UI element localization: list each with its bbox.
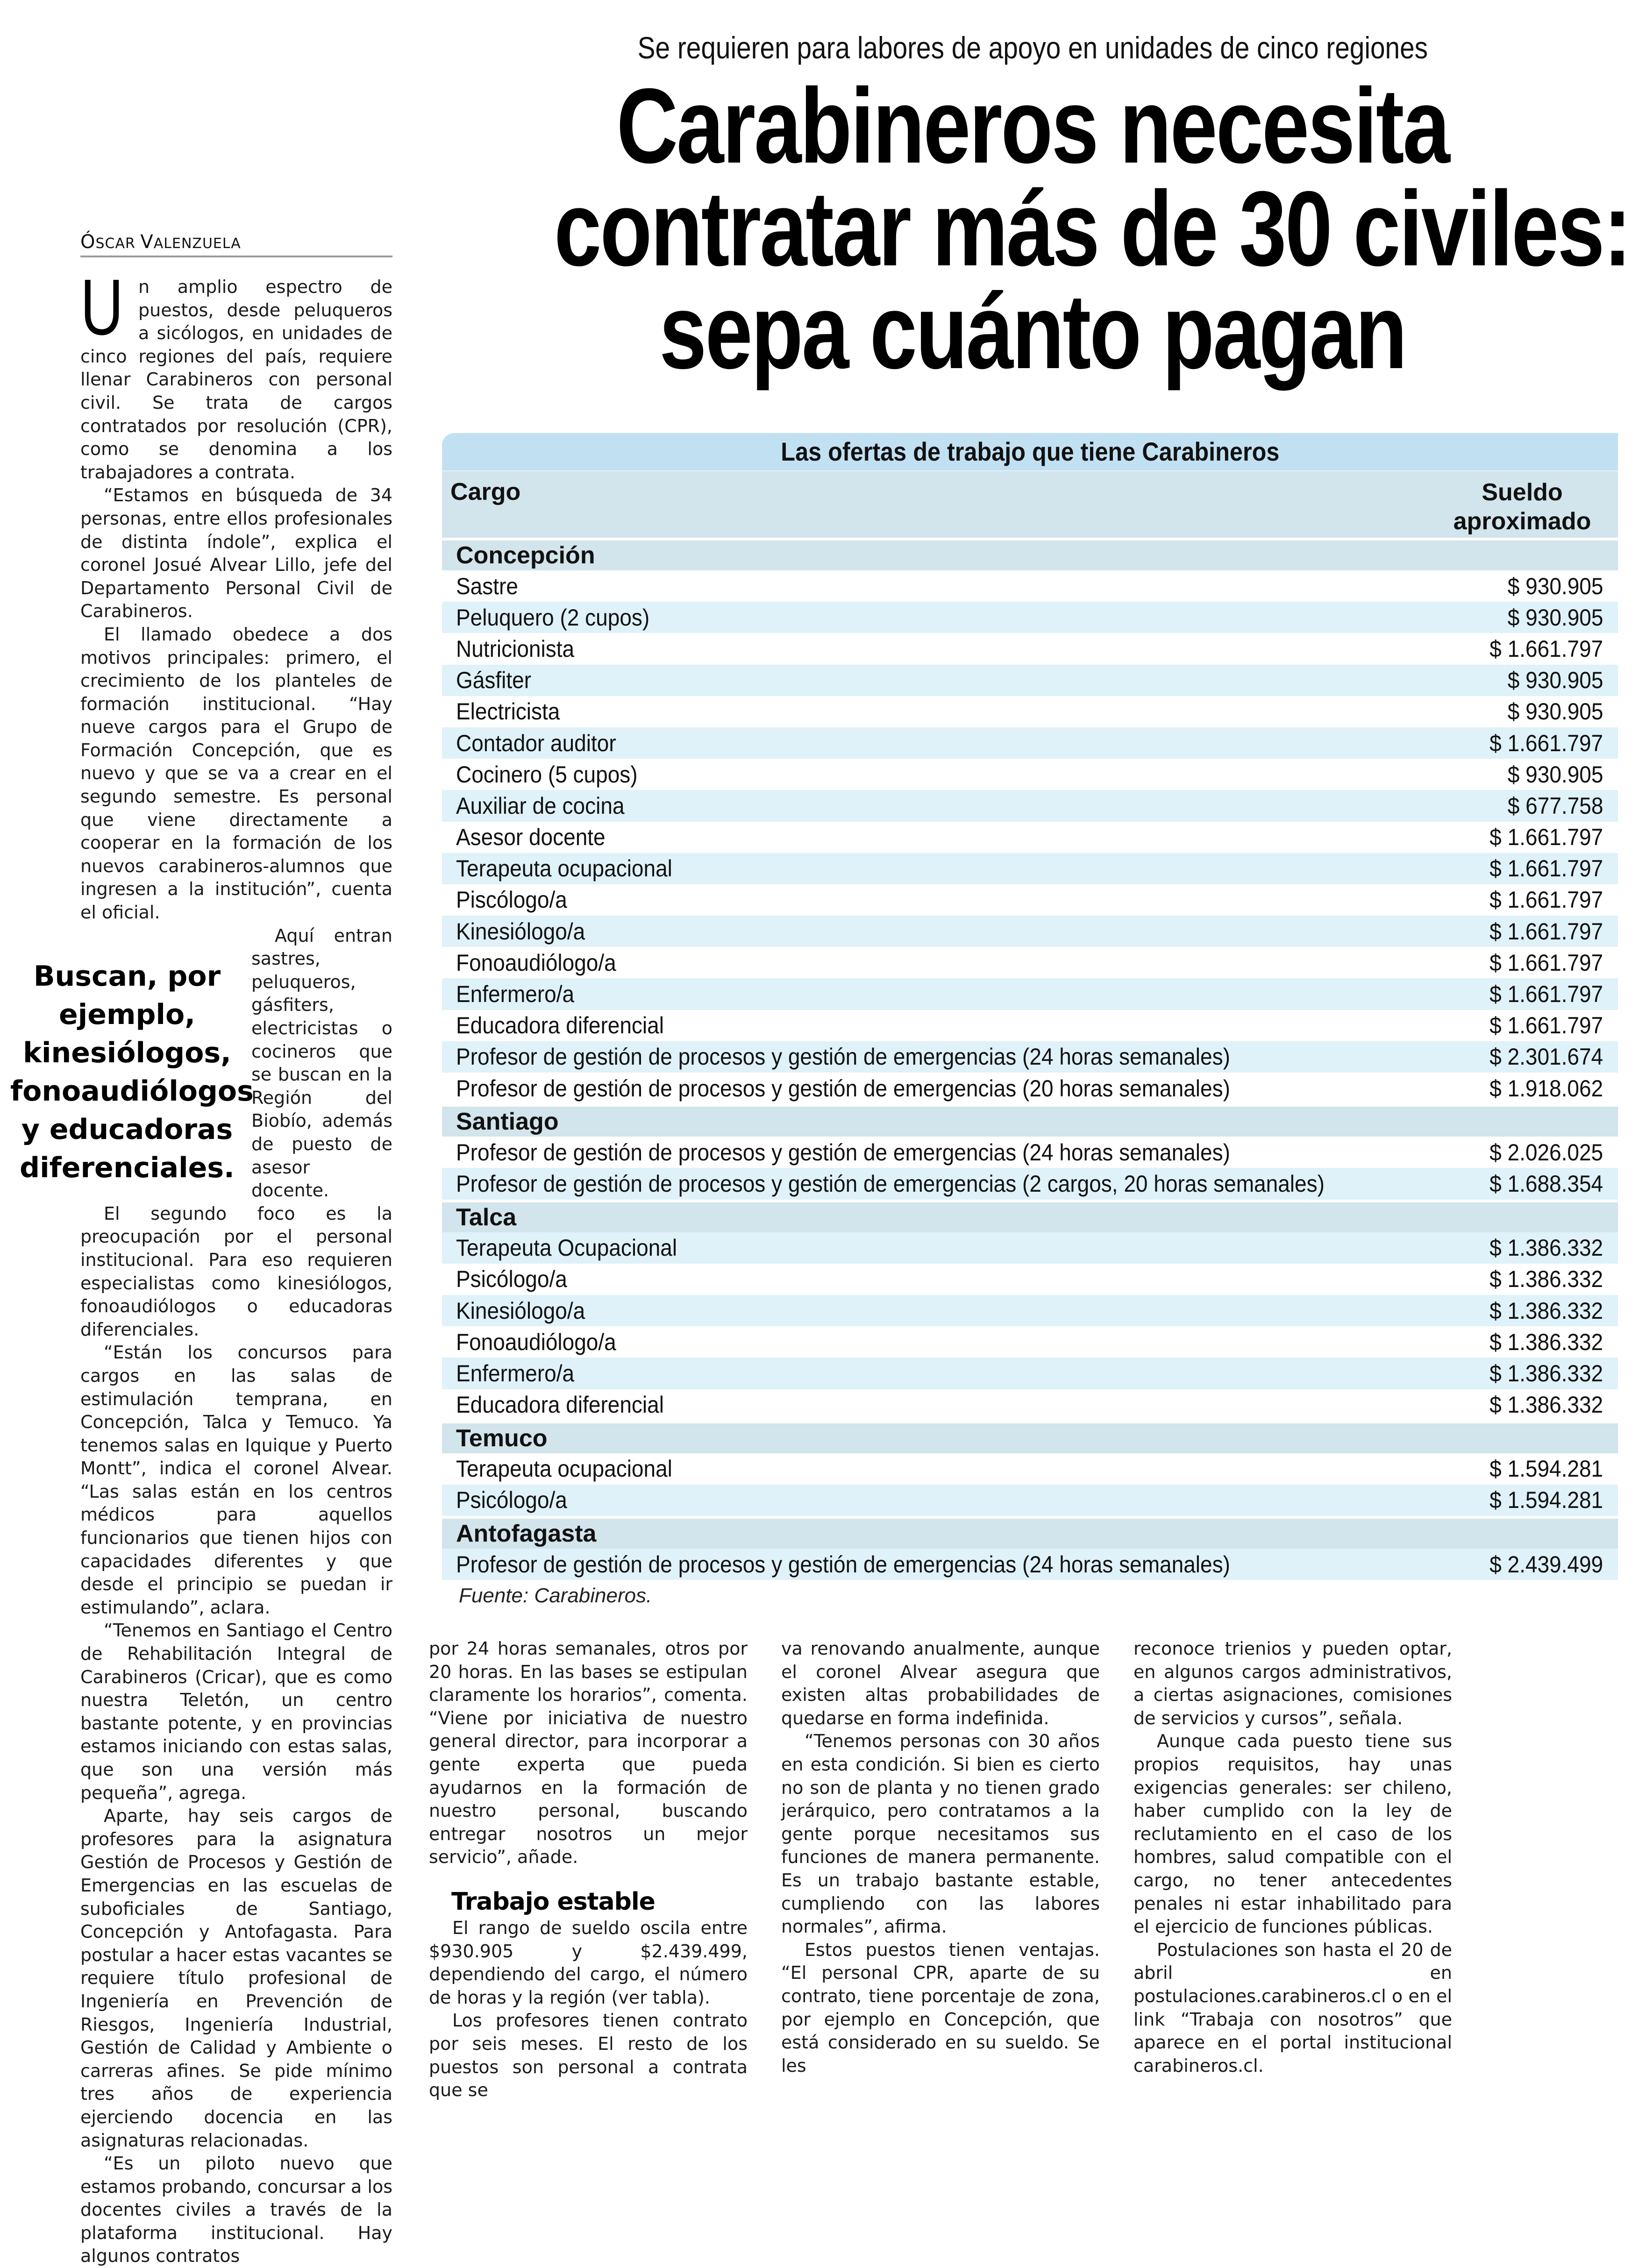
cargo-cell: Nutricionista (456, 635, 575, 662)
paragraph: Buscan, por ejemplo, kinesiólogos, fonoaudiólogos y educadoras diferenciales. Aquí entran sastres, peluqueros, gásfiters, electricistas o cocineros que se buscan en la Región del Biobío, además de puesto de asesor docente. (10, 925, 392, 1201)
table-header (442, 470, 1618, 538)
sueldo-cell: $ 1.386.332 (1489, 1266, 1603, 1293)
paragraph: reconoce trienios y pueden optar, en algunos cargos administrativos, a ciertas asignaciones, comisiones de servicios y cursos”, señala. (1133, 1638, 1452, 1728)
table-row (442, 696, 1618, 727)
table-row (442, 1041, 1618, 1073)
sueldo-cell: $ 1.661.797 (1489, 635, 1603, 662)
sueldo-cell: $ 930.905 (1507, 761, 1603, 788)
sueldo-cell: $ 1.594.281 (1489, 1456, 1603, 1482)
sueldo-cell: $ 1.661.797 (1489, 887, 1603, 913)
table-row (442, 1168, 1618, 1199)
table-row (442, 570, 1618, 602)
sueldo-cell: $ 1.386.332 (1489, 1392, 1603, 1418)
sueldo-cell: $ 2.026.025 (1489, 1139, 1603, 1166)
table-body (442, 540, 1618, 1580)
cargo-cell: Enfermero/a (456, 981, 575, 1008)
headline-line-2: contratar más de 30 civiles: (554, 170, 1631, 288)
byline: ÓSCAR VALENZUELA (80, 231, 392, 257)
drop-cap: U (80, 263, 124, 352)
table-row (442, 1453, 1618, 1485)
body-column-3 (781, 1637, 1100, 2077)
cargo-cell: Fonoaudiólogo/a (456, 949, 616, 976)
sueldo-cell: $ 1.661.797 (1489, 949, 1603, 976)
cargo-cell: Auxiliar de cocina (456, 792, 625, 819)
paragraph: El rango de sueldo oscila entre $930.905 y $2.439.499, dependiendo del cargo, el número de horas y la región (ver tabla). (429, 1917, 748, 2008)
paragraph: El llamado obedece a dos motivos principales: primero, el crecimiento de los planteles de formación institucional. “Hay nueve cargos para el Grupo de Formación Concepción, que es nuevo y que se va a crear en el segundo semestre. Es personal que viene directamente a cooperar en la formación de los nuevos carabineros-alumnos que ingresen a la institución”, cuenta el oficial. (80, 624, 392, 923)
cargo-cell: Profesor de gestión de procesos y gestión de emergencias (2 cargos, 20 horas semanales) (456, 1170, 1325, 1197)
table-row (442, 727, 1618, 759)
paragraph: “Es un piloto nuevo que estamos probando, concursar a los docentes civiles a través de la plataforma institucional. Hay algunos contratos (80, 2153, 392, 2267)
sueldo-cell: $ 930.905 (1507, 698, 1603, 725)
sueldo-cell: $ 1.661.797 (1489, 855, 1603, 882)
cargo-cell: Kinesiólogo/a (456, 1297, 585, 1324)
sueldo-cell: $ 1.918.062 (1489, 1075, 1603, 1102)
cargo-cell: Contador auditor (456, 730, 616, 756)
paragraph: Un amplio espectro de puestos, desde peluqueros a sicólogos, en unidades de cinco regiones del país, requiere llenar Carabineros con personal civil. Se trata de cargos contratados por resolución (CPR), como se denomina a los trabajadores a contrata. (80, 263, 392, 483)
paragraph: Los profesores tienen contrato por seis meses. El resto de los puestos son personal a contrata que se (429, 2010, 748, 2101)
region-header: Temuco (442, 1423, 1618, 1453)
cargo-cell: Cocinero (5 cupos) (456, 761, 638, 788)
table-row (442, 978, 1618, 1010)
sueldo-cell: $ 2.301.674 (1489, 1044, 1603, 1070)
cargo-cell: Kinesiólogo/a (456, 918, 585, 945)
paragraph: El segundo foco es la preocupación por el personal institucional. Para eso requieren especialistas como kinesiólogos, fonoaudiólogos o educadoras diferenciales. (80, 1203, 392, 1340)
column-header-cargo: Cargo (450, 478, 521, 505)
cargo-cell: Profesor de gestión de procesos y gestión de emergencias (24 horas semanales) (456, 1139, 1230, 1166)
table-row (442, 1073, 1618, 1104)
table-row (442, 602, 1618, 633)
table-row (442, 633, 1618, 664)
cargo-cell: Terapeuta ocupacional (456, 855, 672, 882)
paragraph: va renovando anualmente, aunque el coronel Alvear asegura que existen altas probabilidades de quedarse en forma indefinida. (781, 1638, 1100, 1728)
table-title: Las ofertas de trabajo que tiene Carabineros (442, 433, 1618, 470)
cargo-cell: Profesor de gestión de procesos y gestión de emergencias (20 horas semanales) (456, 1075, 1230, 1102)
cargo-cell: Psicólogo/a (456, 1266, 567, 1293)
table-row (442, 790, 1618, 821)
sueldo-cell: $ 2.439.499 (1489, 1551, 1603, 1578)
paragraph: “Tenemos personas con 30 años en esta condición. Si bien es cierto no son de planta y no tienen grado jerárquico, pero contratamos a la gente porque necesitamos sus funciones de manera permanente. Es un trabajo bastante estable, cumpliendo con las labores normales”, afirma. (781, 1731, 1100, 1937)
body-column-2 (429, 1637, 748, 2102)
headline-line-3: sepa cuánto pagan (659, 272, 1406, 391)
cargo-cell: Peluquero (2 cupos) (456, 604, 650, 631)
sueldo-cell: $ 677.758 (1507, 792, 1603, 819)
table-row (442, 1326, 1618, 1358)
cargo-cell: Enfermero/a (456, 1360, 575, 1386)
paragraph: Aunque cada puesto tiene sus propios requisitos, hay unas exigencias generales: ser chileno, haber cumplido con la ley de reclutamiento en el caso de los hombres, salud compatible con el cargo, no tener antecedentes penales ni estar inhabilitado para el ejercicio de funciones públicas. (1133, 1731, 1452, 1937)
table-row (442, 1010, 1618, 1041)
table-row (442, 1137, 1618, 1168)
sueldo-cell: $ 1.661.797 (1489, 1012, 1603, 1039)
paragraph: Estos puestos tienen ventajas. “El personal CPR, aparte de su contrato, tiene porcentaje de zona, por ejemplo en Concepción, que está considerado en su sueldo. Se les (781, 1939, 1100, 2076)
sueldo-cell: $ 930.905 (1507, 573, 1603, 599)
body-column-left (10, 263, 392, 2268)
section-subhead: Trabajo estable (451, 1887, 655, 1916)
table-source: Fuente: Carabineros. (459, 1584, 652, 1607)
sueldo-cell: $ 1.386.332 (1489, 1360, 1603, 1386)
cargo-cell: Fonoaudiólogo/a (456, 1329, 616, 1355)
cargo-cell: Terapeuta Ocupacional (456, 1235, 677, 1261)
paragraph: “Están los concursos para cargos en las salas de estimulación temprana, en Concepción, Talca y Temuco. Ya tenemos salas en Iquique y Puerto Montt”, indica el coronel Alvear. “Las salas están en los centros médicos para aquellos funcionarios que tienen hijos con capacidades diferentes y que desde el principio se puedan ir estimulando”, aclara. (80, 1342, 392, 1618)
table-row (442, 1264, 1618, 1295)
sueldo-cell: $ 1.661.797 (1489, 824, 1603, 851)
table-row (442, 1232, 1618, 1264)
table-row (442, 947, 1618, 978)
sueldo-cell: $ 1.594.281 (1489, 1487, 1603, 1514)
table-row (442, 1389, 1618, 1421)
region-header: Concepción (442, 540, 1618, 570)
cargo-cell: Educadora diferencial (456, 1012, 664, 1039)
table-row (442, 884, 1618, 916)
cargo-cell: Profesor de gestión de procesos y gestión de emergencias (24 horas semanales) (456, 1044, 1230, 1070)
table-row (442, 1295, 1618, 1326)
pull-quote: Buscan, por ejemplo, kinesiólogos, fonoaudiólogos y educadoras diferenciales. (10, 960, 254, 1184)
cargo-cell: Educadora diferencial (456, 1392, 664, 1418)
table-row (442, 822, 1618, 853)
cargo-cell: Gásfiter (456, 667, 532, 694)
sueldo-cell: $ 1.661.797 (1489, 981, 1603, 1008)
region-header: Antofagasta (442, 1519, 1618, 1549)
table-row (442, 1358, 1618, 1389)
table-row (442, 759, 1618, 790)
cargo-cell: Profesor de gestión de procesos y gestión de emergencias (24 horas semanales) (456, 1551, 1230, 1578)
paragraph: “Tenemos en Santiago el Centro de Rehabilitación Integral de Carabineros (Cricar), que es como nuestra Teletón, un centro bastante potente, y en provincias estamos iniciando con estas salas, que son una versión más pequeña”, agrega. (80, 1620, 392, 1803)
paragraph: por 24 horas semanales, otros por 20 horas. En las bases se estipulan claramente los horarios”, comenta. “Viene por iniciativa de nuestro general director, para incorporar a gente experta que pueda ayudarnos en la formación de nuestro personal, buscando entregar nosotros un mejor servicio”, añade. (429, 1638, 748, 1868)
sueldo-cell: $ 1.688.354 (1489, 1170, 1603, 1197)
sueldo-cell: $ 930.905 (1507, 667, 1603, 694)
table-row (442, 1549, 1618, 1580)
cargo-cell: Sastre (456, 573, 518, 599)
paragraph: Postulaciones son hasta el 20 de abril en postulaciones.carabineros.cl o en el link “Trabaja con nosotros” que aparece en el portal institucional carabineros.cl. (1133, 1939, 1452, 2076)
paragraph: Aparte, hay seis cargos de profesores para la asignatura Gestión de Procesos y Gestión de Emergencias en las escuelas de suboficiales de Santiago, Concepción y Antofagasta. Para postular a hacer estas vacantes se requiere título profesional de Ingeniería en Prevención de Riesgos, Ingeniería Industrial, Gestión de Calidad y Ambiente o carreras afines. Se pide mínimo tres años de experiencia ejerciendo docencia en las asignaturas relacionadas. (80, 1806, 392, 2151)
region-header: Santiago (442, 1107, 1618, 1137)
paragraph: “Estamos en búsqueda de 34 personas, entre ellos profesionales de distinta índole”, explica el coronel Josué Alvear Lillo, jefe del Departamento Personal Civil de Carabineros. (80, 485, 392, 622)
headline (435, 67, 1631, 391)
cargo-cell: Terapeuta ocupacional (456, 1456, 672, 1482)
body-column-4 (1133, 1637, 1452, 2077)
cargo-cell: Asesor docente (456, 824, 606, 851)
sueldo-cell: $ 1.661.797 (1489, 918, 1603, 945)
cargo-cell: Piscólogo/a (456, 887, 567, 913)
table-row (442, 853, 1618, 884)
sueldo-cell: $ 930.905 (1507, 604, 1603, 631)
region-header: Talca (442, 1202, 1618, 1232)
sueldo-cell: $ 1.386.332 (1489, 1329, 1603, 1355)
cargo-cell: Psicólogo/a (456, 1487, 567, 1514)
job-offers-table (442, 433, 1618, 1610)
sueldo-cell: $ 1.661.797 (1489, 730, 1603, 756)
cargo-cell: Electricista (456, 698, 560, 725)
sueldo-cell: $ 1.386.332 (1489, 1235, 1603, 1261)
sueldo-cell: $ 1.386.332 (1489, 1297, 1603, 1324)
article-kicker: Se requieren para labores de apoyo en unidades de cinco regiones (637, 30, 1428, 65)
column-header-sueldo: Sueldo aproximado (1453, 479, 1591, 535)
table-row (442, 1485, 1618, 1516)
table-row (442, 665, 1618, 696)
table-row (442, 916, 1618, 947)
headline-line-1: Carabineros necesita (616, 67, 1449, 185)
